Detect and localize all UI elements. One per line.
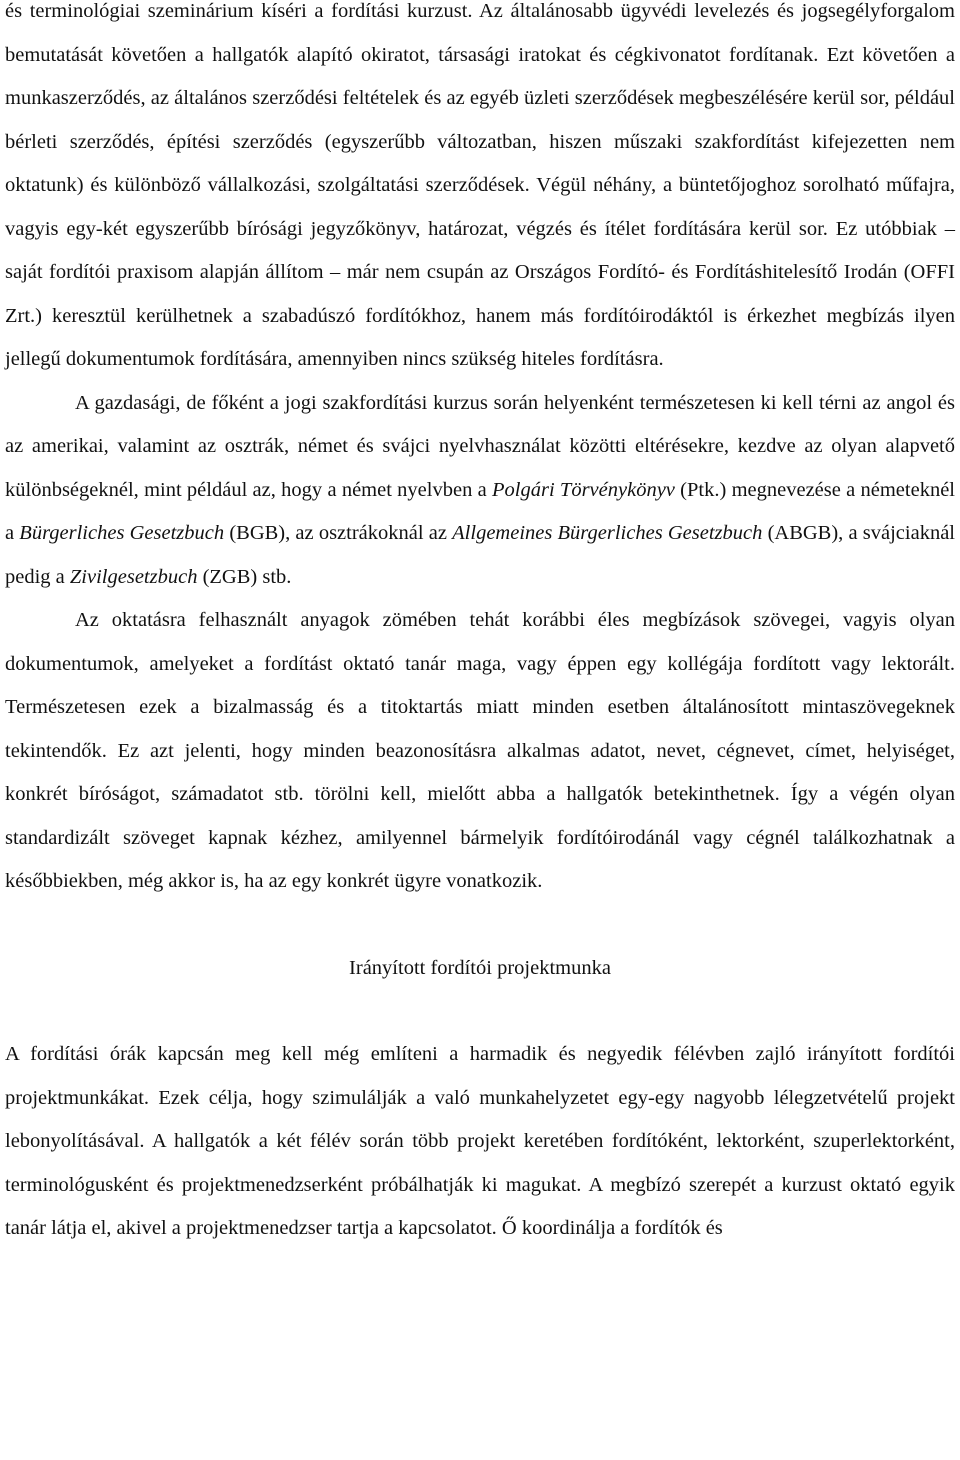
- paragraph-course-content: [5, 0, 955, 382]
- section-heading: Irányított fordítói projektmunka: [349, 956, 611, 979]
- paragraph-project-work: [5, 1033, 955, 1251]
- paragraph-text: (ZGB) stb.: [197, 565, 292, 588]
- italic-term: Allgemeines Bürgerliches Gesetzbuch: [452, 522, 763, 544]
- italic-term: Bürgerliches Gesetzbuch: [19, 522, 225, 544]
- paragraph-text: (ABGB), a svájciaknál pedig a: [5, 522, 955, 588]
- paragraph-text: és terminológiai szeminárium kíséri a fordítási kurzust. Az általánosabb ügyvédi levelezés és jogsegélyforgalom bemutatását követően a hallgatók alapító okiratot, társasági iratokat és cégkivonatot fordítanak. Ezt követően a munkaszerződés, az általános szerződési feltételek és az egyéb üzleti szerződések megbeszélésére kerül sor, például bérleti szerződés, építési szerződés (egyszerűbb változatban, hiszen műszaki szakfordítást kifejezetten nem oktatunk) és különböző vállalkozási, szolgáltatási szerződések. Végül néhány, a büntetőjoghoz sorolható műfajra, vagyis egy-két egyszerűbb bírósági jegyzőkönyv, határozat, végzés és ítélet fordítására kerül sor. Ez utóbbiak – saját fordítói praxisom alapján állítom – már nem csupán az Országos Fordító- és Fordításhitelesítő Irodán (OFFI Zrt.) keresztül kerülhetnek a szabadúszó fordítókhoz, hanem más fordítóirodáktól is érkezhet megbízás ilyen jellegű dokumentumok fordítására, amennyiben nincs szükség hiteles fordításra.: [5, 0, 955, 370]
- paragraph-language-differences: [5, 382, 955, 600]
- paragraph-text: (Ptk.) megnevezése a németeknél a: [5, 478, 955, 544]
- paragraph-text: A gazdasági, de főként a jogi szakfordítási kurzus során helyenként természetesen ki kell térni az angol és az amerikai, valamint az osztrák, német és svájci nyelvhasználat közötti eltérésekre, kezdve az olyan alapvető különbségeknél, mint például az, hogy a német nyelvben a: [5, 391, 955, 501]
- paragraph-text: (BGB), az osztrákoknál az: [224, 522, 453, 544]
- paragraph-text: A fordítási órák kapcsán meg kell még említeni a harmadik és negyedik félévben zajló irányított fordítói projektmunkákat. Ezek célja, hogy szimulálják a való munkahelyzetet egy-egy nagyobb lélegzetvételű projekt lebonyolításával. A hallgatók a két félév során több projekt keretében fordítóként, lektorként, szuperlektorként, terminológusként és projektmenedzserként próbálhatják ki magukat. A megbízó szerepét a kurzust oktató egyik tanár látja el, akivel a projektmenedzser tartja a kapcsolatot. Ő koordinálja a fordítók és: [5, 1043, 955, 1239]
- paragraph-text: Az oktatásra felhasznált anyagok zömében tehát korábbi éles megbízások szövegei, vagyis olyan dokumentumok, amelyeket a fordítást oktató tanár maga, vagy éppen egy kollégája fordított vagy lektorált. Természetesen ezek a bizalmasság és a titoktartás miatt minden esetben általánosított mintaszövegeknek tekintendők. Ez azt jelenti, hogy minden beazonosításra alkalmas adatot, nevet, cégnevet, címet, helyiséget, konkrét bíróságot, számadatot stb. törölni kell, mielőtt abba a hallgatók betekinthetnek. Így a végén olyan standardizált szöveget kapnak kézhez, amilyennel bármelyik fordítóirodánál vagy cégnél találkozhatnak a későbbiekben, még akkor is, ha az egy konkrét ügyre vonatkozik.: [5, 609, 955, 892]
- paragraph-teaching-materials: [5, 599, 955, 904]
- italic-term: Polgári Törvénykönyv: [492, 478, 675, 501]
- italic-term: Zivilgesetzbuch: [69, 565, 198, 588]
- document-page: [5, 0, 955, 1251]
